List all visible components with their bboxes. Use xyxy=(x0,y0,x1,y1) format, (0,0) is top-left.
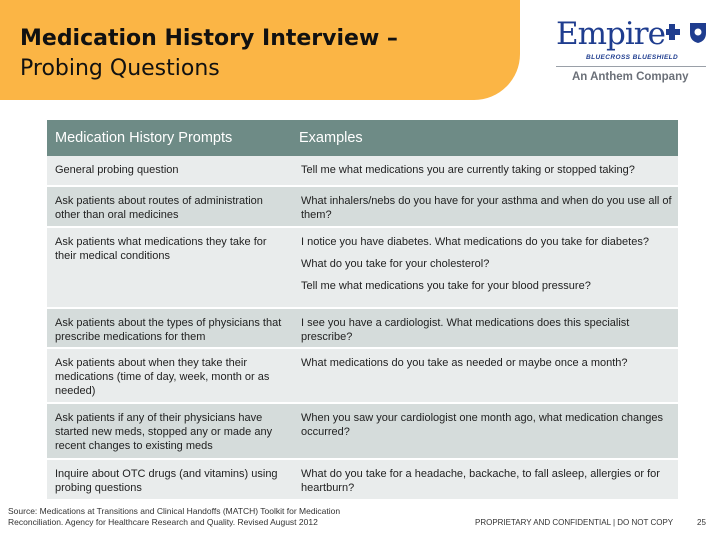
prompt-cell: Ask patients about the types of physicians that prescribe medications for them xyxy=(55,317,282,343)
example-cell xyxy=(293,156,678,185)
logo-tagline: An Anthem Company xyxy=(572,71,689,83)
header-examples: Examples xyxy=(299,130,363,146)
prompt-cell: Ask patients about routes of administration other than oral medicines xyxy=(55,195,263,221)
slide-subtitle: Probing Questions xyxy=(20,56,220,81)
proprietary-notice: PROPRIETARY AND CONFIDENTIAL | DO NOT COPY xyxy=(475,518,674,527)
page-number: 25 xyxy=(697,518,706,527)
example-cell xyxy=(293,228,678,307)
header-prompts: Medication History Prompts xyxy=(55,130,233,146)
example-text: What inhalers/nebs do you have for your asthma and when do you use all of them? xyxy=(301,195,672,221)
source-citation xyxy=(8,506,408,528)
slide-title: Medication History Interview – xyxy=(20,26,398,51)
source-line-1: Source: Medications at Transitions and Clinical Handoffs (MATCH) Toolkit for Medication xyxy=(8,506,341,516)
example-text: Tell me what medications you are currently taking or stopped taking? xyxy=(301,164,635,176)
table-row xyxy=(47,228,678,309)
table-row xyxy=(47,460,678,501)
logo-wordmark: Empire xyxy=(556,16,665,52)
example-text: What do you take for a headache, backache, to fall asleep, allergies or for heartburn? xyxy=(301,468,660,494)
table-row xyxy=(47,187,678,228)
table-row xyxy=(47,349,678,404)
example-text: What medications do you take as needed or maybe once a month? xyxy=(301,357,628,369)
logo-divider xyxy=(556,66,706,67)
prompt-cell: Inquire about OTC drugs (and vitamins) using probing questions xyxy=(55,468,278,494)
table-row xyxy=(47,309,678,349)
table-header xyxy=(47,120,678,156)
prompt-cell: General probing question xyxy=(55,164,179,176)
table-row xyxy=(47,156,678,187)
example-text: What do you take for your cholesterol? xyxy=(301,258,490,270)
table-row xyxy=(47,404,678,460)
example-cell xyxy=(293,309,678,347)
example-cell xyxy=(293,187,678,226)
prompts-table xyxy=(47,120,678,501)
title-banner xyxy=(0,0,520,100)
example-text: I see you have a cardiologist. What medications does this specialist prescribe? xyxy=(301,317,630,343)
example-text: I notice you have diabetes. What medications do you take for diabetes? xyxy=(301,236,649,248)
logo-subtitle: BLUECROSS BLUESHIELD xyxy=(586,54,679,61)
source-line-2: Reconciliation. Agency for Healthcare Research and Quality. Revised August 2012 xyxy=(8,517,318,527)
cross-shield-icon xyxy=(666,20,710,44)
example-cell xyxy=(293,349,678,402)
prompt-cell: Ask patients if any of their physicians have started new meds, stopped any or made any recent changes to existing meds xyxy=(55,412,273,452)
prompt-cell: Ask patients about when they take their medications (time of day, week, month or as needed) xyxy=(55,357,270,397)
example-text: When you saw your cardiologist one month ago, what medication changes occurred? xyxy=(301,412,663,438)
example-cell xyxy=(293,460,678,499)
example-cell xyxy=(293,404,678,458)
prompt-cell: Ask patients what medications they take for their medical conditions xyxy=(55,236,267,262)
empire-logo xyxy=(556,14,706,94)
example-text: Tell me what medications you take for your blood pressure? xyxy=(301,280,591,292)
